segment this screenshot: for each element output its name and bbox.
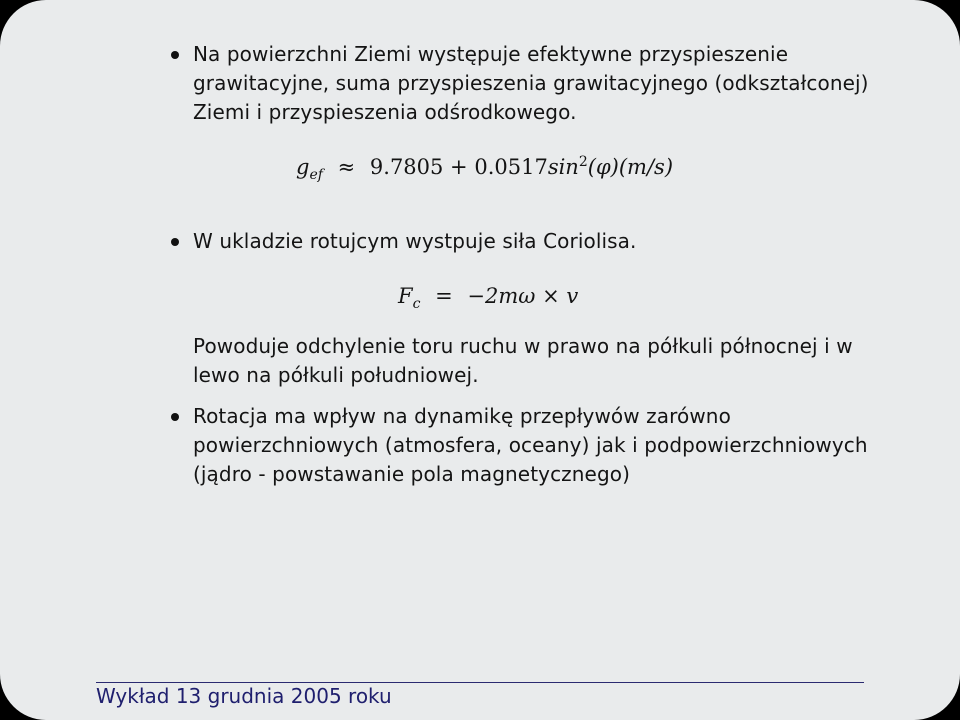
bullet-1-line-1: Na powierzchni Ziemi występuje efektywne przyspieszenie [193,42,789,66]
bullet-3-line-1: Rotacja ma wpływ na dynamikę przepływów zarówno [193,404,731,428]
formula-2-rhs: −2mω × v [467,284,579,308]
bullet-2-line-1: W ukladzie rotujcym wystpuje siła Coriolisa. [193,229,637,253]
formula-1-relation: ≈ [337,155,356,179]
bullet-dot-3 [171,413,179,421]
formula-1-lhs-sub: ef [309,167,323,184]
bullet-3-text [193,402,868,489]
bullet-2-text [193,227,636,256]
bullet-3-line-3: (jądro - powstawanie pola magnetycznego) [193,462,630,486]
coriolis-note-line-1: Powoduje odchylenie toru ruchu w prawo na półkuli północnej i w [193,334,853,358]
formula-1-rhs-sup: 2 [578,154,588,170]
coriolis-formula [398,284,578,312]
formula-1-rhs-b: (φ)(m/s) [587,155,674,179]
coriolis-note-line-2: lewo na półkuli południowej. [193,363,479,387]
gravity-formula [296,154,673,183]
footer-lecture-date: Wykład 13 grudnia 2005 roku [96,684,392,708]
formula-2-relation: = [435,284,453,308]
formula-2-lhs: F [398,284,413,308]
formula-1-rhs-a: 9.7805 + 0.0517 [369,155,548,179]
footer-divider [96,682,864,683]
bullet-1-text [193,40,869,127]
formula-1-rhs-sin: sin [547,155,579,179]
bullet-dot-2 [171,238,179,246]
formula-1-lhs: g [296,155,310,179]
formula-2-lhs-sub: c [412,296,421,313]
bullet-1-line-2: grawitacyjne, suma przyspieszenia grawitacyjnego (odkształconej) [193,71,869,95]
coriolis-note [193,332,853,390]
bullet-3-line-2: powierzchniowych (atmosfera, oceany) jak i podpowierzchniowych [193,433,868,457]
bullet-1-line-3: Ziemi i przyspieszenia odśrodkowego. [193,100,577,124]
bullet-dot-1 [171,51,179,59]
